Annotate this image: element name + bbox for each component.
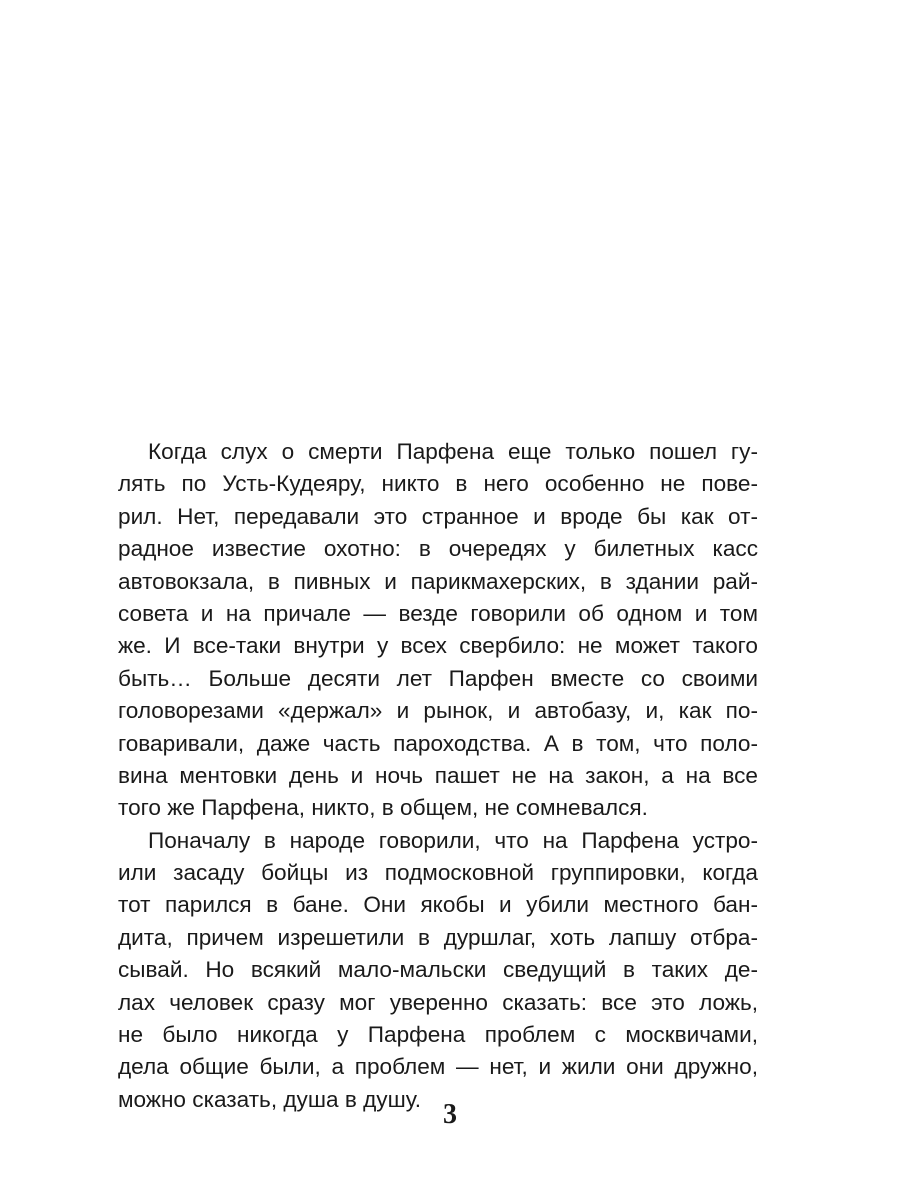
text-line: автовокзала, в пивных и парикмахерских, в здании рай- bbox=[118, 568, 758, 594]
text-line: радное известие охотно: в очередях у билетных касс bbox=[118, 536, 758, 562]
text-line: дита, причем изрешетили в дуршлаг, хоть лапшу отбра- bbox=[118, 924, 758, 950]
text-line: совета и на причале — везде говорили об одном и том bbox=[118, 600, 758, 626]
text-line: Когда слух о смерти Парфена еще только пошел гу- bbox=[148, 439, 758, 464]
text-line: быть… Больше десяти лет Парфен вместе со своими bbox=[118, 665, 758, 691]
text-line: говаривали, даже часть пароходства. А в том, что поло- bbox=[118, 730, 758, 756]
text-line: можно сказать, душа в душу. bbox=[118, 1086, 422, 1112]
page-number: 3 bbox=[443, 1099, 457, 1130]
paragraph-2 bbox=[118, 825, 758, 1117]
text-line: же. И все-таки внутри у всех свербило: не может такого bbox=[118, 633, 758, 659]
body-text bbox=[118, 436, 758, 1116]
text-line: лять по Усть-Кудеяру, никто в него особенно не пове- bbox=[118, 471, 758, 497]
text-line: или засаду бойцы из подмосковной группировки, когда bbox=[118, 860, 758, 886]
text-line: лах человек сразу мог уверенно сказать: все это ложь, bbox=[118, 989, 758, 1015]
text-line: того же Парфена, никто, в общем, не сомневался. bbox=[118, 795, 648, 821]
text-line: дела общие были, а проблем — нет, и жили они дружно, bbox=[118, 1054, 758, 1080]
paragraph-1 bbox=[118, 436, 758, 825]
text-line: вина ментовки день и ночь пашет не на закон, а на все bbox=[118, 762, 758, 788]
text-line: сывай. Но всякий мало-мальски сведущий в таких де- bbox=[118, 957, 758, 983]
text-line: Поначалу в народе говорили, что на Парфена устро- bbox=[148, 827, 758, 853]
text-line: рил. Нет, передавали это странное и вроде бы как от- bbox=[118, 503, 758, 529]
text-line: тот парился в бане. Они якобы и убили местного бан- bbox=[118, 892, 758, 918]
text-line: головорезами «держал» и рынок, и автобазу, и, как по- bbox=[118, 698, 758, 724]
text-line: не было никогда у Парфена проблем с москвичами, bbox=[118, 1022, 758, 1048]
